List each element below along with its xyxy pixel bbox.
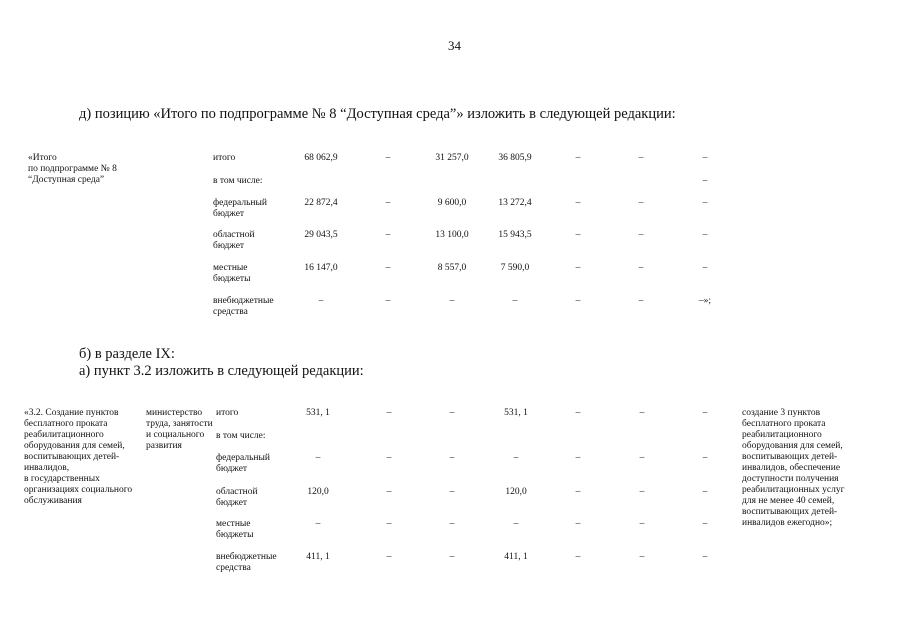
funding-source: федеральный бюджет xyxy=(213,198,267,219)
table2-result: создание 3 пунктов бесплатного проката реабилитационного оборудования для семей, воспитывающих детей- инвалидов, обеспечение доступности получения реабилитационных услуг для не менее 40 семей, воспитывающих детей- инвалидов ежегодно»; xyxy=(742,408,845,528)
funding-value: 16 147,0 xyxy=(304,263,338,273)
funding-value: – xyxy=(385,153,391,163)
funding-value: – xyxy=(702,408,708,418)
funding-value: – xyxy=(639,519,645,529)
funding-value: 120,0 xyxy=(505,487,527,497)
funding-source: итого xyxy=(216,408,239,418)
funding-value: – xyxy=(315,519,321,529)
funding-value: 22 872,4 xyxy=(304,198,338,208)
funding-value: – xyxy=(449,296,455,306)
funding-value: –»; xyxy=(698,296,712,306)
funding-value: – xyxy=(449,453,455,463)
funding-value: – xyxy=(638,263,644,273)
funding-value: 9 600,0 xyxy=(437,198,467,208)
funding-value: – xyxy=(512,296,518,306)
funding-value: – xyxy=(575,453,581,463)
funding-value: – xyxy=(702,230,708,240)
funding-source: итого xyxy=(213,153,236,163)
funding-value: – xyxy=(315,453,321,463)
funding-value: – xyxy=(702,153,708,163)
funding-value: – xyxy=(639,408,645,418)
funding-value: 68 062,9 xyxy=(304,153,338,163)
table2-executor: министерство труда, занятости и социального развития xyxy=(146,408,213,451)
funding-value: – xyxy=(575,296,581,306)
funding-source: в том числе: xyxy=(216,431,266,441)
funding-value: 31 257,0 xyxy=(435,153,469,163)
funding-value: – xyxy=(385,296,391,306)
funding-value: – xyxy=(575,198,581,208)
funding-value: 531, 1 xyxy=(504,408,528,418)
funding-value: – xyxy=(386,487,392,497)
paragraph-b: б) в разделе IX: xyxy=(79,346,175,362)
funding-value: – xyxy=(449,519,455,529)
paragraph-a: а) пункт 3.2 изложить в следующей редакции: xyxy=(79,363,364,379)
funding-value: – xyxy=(639,552,645,562)
funding-source: федеральный бюджет xyxy=(216,453,270,474)
funding-value: – xyxy=(386,453,392,463)
funding-value: 36 805,9 xyxy=(498,153,532,163)
funding-source: внебюджетные средства xyxy=(213,296,274,317)
funding-value: – xyxy=(449,552,455,562)
funding-value: – xyxy=(702,487,708,497)
funding-value: – xyxy=(386,552,392,562)
funding-value: 13 100,0 xyxy=(435,230,469,240)
funding-source: местные бюджеты xyxy=(213,263,251,284)
funding-value: – xyxy=(702,519,708,529)
funding-value: – xyxy=(385,263,391,273)
funding-value: – xyxy=(702,552,708,562)
funding-value: – xyxy=(386,408,392,418)
funding-value: 8 557,0 xyxy=(437,263,467,273)
funding-value: 29 043,5 xyxy=(304,230,338,240)
funding-value: – xyxy=(513,453,519,463)
funding-value: – xyxy=(385,198,391,208)
funding-value: – xyxy=(702,198,708,208)
funding-value: – xyxy=(575,552,581,562)
funding-value: – xyxy=(639,487,645,497)
paragraph-d: д) позицию «Итого по подпрограмме № 8 “Доступная среда”» изложить в следующей редакции: xyxy=(79,106,676,122)
funding-value: 411, 1 xyxy=(504,552,528,562)
funding-value: – xyxy=(449,487,455,497)
funding-value: – xyxy=(638,296,644,306)
funding-value: – xyxy=(575,263,581,273)
funding-value: – xyxy=(702,176,708,186)
funding-value: – xyxy=(575,519,581,529)
funding-value: – xyxy=(575,230,581,240)
funding-value: – xyxy=(386,519,392,529)
funding-value: – xyxy=(702,453,708,463)
funding-value: 120,0 xyxy=(307,487,329,497)
funding-value: – xyxy=(702,263,708,273)
funding-value: 13 272,4 xyxy=(498,198,532,208)
funding-value: 411, 1 xyxy=(306,552,330,562)
funding-source: в том числе: xyxy=(213,176,263,186)
funding-value: – xyxy=(575,487,581,497)
funding-value: – xyxy=(639,453,645,463)
table2-label: «3.2. Создание пунктов бесплатного проката реабилитационного оборудования для семей, воспитывающих детей- инвалидов, в государственных организациях социального обслуживания xyxy=(24,408,133,506)
funding-value: – xyxy=(575,153,581,163)
funding-value: 15 943,5 xyxy=(498,230,532,240)
table1-label: «Итого по подпрограмме № 8 “Доступная среда” xyxy=(28,153,117,185)
funding-source: областной бюджет xyxy=(213,230,255,251)
funding-value: 7 590,0 xyxy=(500,263,530,273)
funding-value: – xyxy=(575,408,581,418)
funding-value: – xyxy=(318,296,324,306)
funding-source: местные бюджеты xyxy=(216,519,254,540)
funding-value: – xyxy=(638,153,644,163)
funding-value: – xyxy=(638,198,644,208)
funding-value: – xyxy=(638,230,644,240)
funding-value: – xyxy=(449,408,455,418)
funding-source: областной бюджет xyxy=(216,487,258,508)
funding-value: 531, 1 xyxy=(306,408,330,418)
page-number: 34 xyxy=(448,38,461,53)
funding-value: – xyxy=(513,519,519,529)
funding-source: внебюджетные средства xyxy=(216,552,277,573)
funding-value: – xyxy=(385,230,391,240)
